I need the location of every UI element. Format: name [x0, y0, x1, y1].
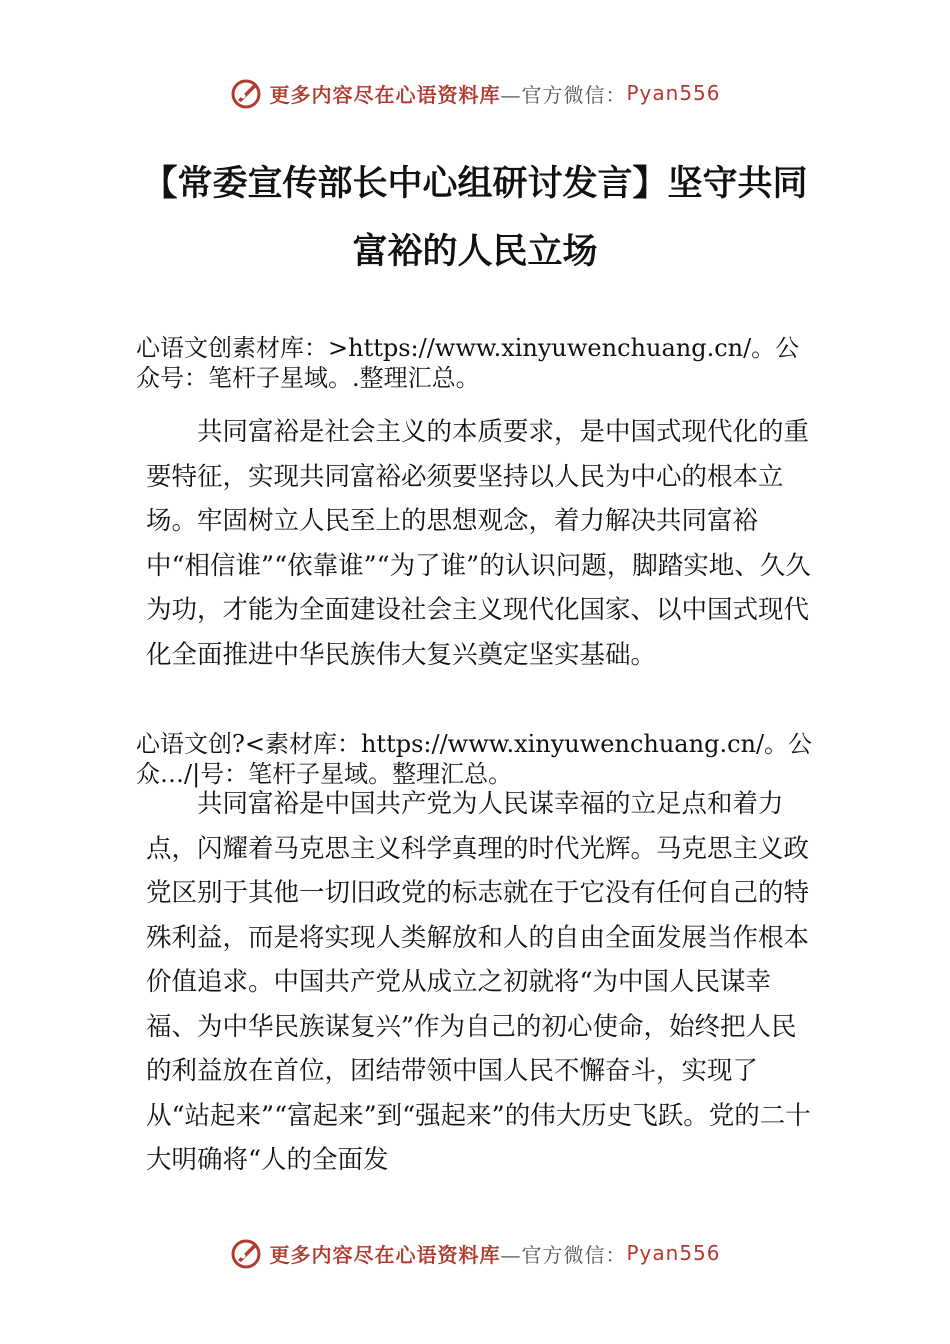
title-line-2: 富裕的人民立场: [352, 232, 598, 272]
banner-separator: —官方微信：: [500, 82, 627, 107]
source-note-1-line-1: 心语文创素材库：>https://www.xinyuwenchuang.cn/。公: [136, 334, 800, 362]
quill-seal-icon: [229, 1236, 263, 1270]
header-banner: [0, 68, 950, 118]
source-note-2-line-1: 心语文创?<素材库：https://www.xinyuwenchuang.cn/。公: [136, 730, 813, 758]
body-paragraph-1: 共同富裕是社会主义的本质要求，是中国式现代化的重要特征，实现共同富裕必须要坚持以人民为中心的根本立场。牢固树立人民至上的思想观念，着力解决共同富裕中“相信谁”“依靠谁”“为了谁”的认识问题，脚踏实地、久久为功，才能为全面建设社会主义现代化国家、以中国式现代化全面推进中华民族伟大复兴奠定坚实基础。: [146, 417, 811, 670]
source-note-2: [136, 729, 836, 789]
footer-banner: [0, 1228, 950, 1278]
document-title: [100, 150, 850, 286]
banner-text: 更多内容尽在心语资料库: [269, 82, 501, 107]
banner-wechat-id: Pyan556: [626, 81, 721, 105]
source-note-2-line-2: 众…/|号：笔杆子星域。整理汇总。: [136, 760, 513, 788]
quill-seal-icon: [229, 76, 263, 110]
banner-separator: —官方微信：: [500, 1242, 627, 1267]
title-line-1: 【常委宣传部长中心组研讨发言】坚守共同: [142, 164, 808, 204]
source-note-1-line-2: 众号：笔杆子星域。.整理汇总。: [136, 364, 480, 392]
banner-text: 更多内容尽在心语资料库: [269, 1242, 501, 1267]
body-paragraph-2: 共同富裕是中国共产党为人民谋幸福的立足点和着力点，闪耀着马克思主义科学真理的时代光辉。马克思主义政党区别于其他一切旧政党的标志就在于它没有任何自己的特殊利益，而是将实现人类解放和人的自由全面发展当作根本价值追求。中国共产党从成立之初就将“为中国人民谋幸福、为中华民族谋复兴”作为自己的初心使命，始终把人民的利益放在首位，团结带领中国人民不懈奋斗，实现了从“站起来”“富起来”到“强起来”的伟大历史飞跃。党的二十大明确将“人的全面发: [146, 789, 811, 1175]
banner-wechat-id: Pyan556: [626, 1241, 721, 1265]
source-note-1: [136, 333, 836, 393]
